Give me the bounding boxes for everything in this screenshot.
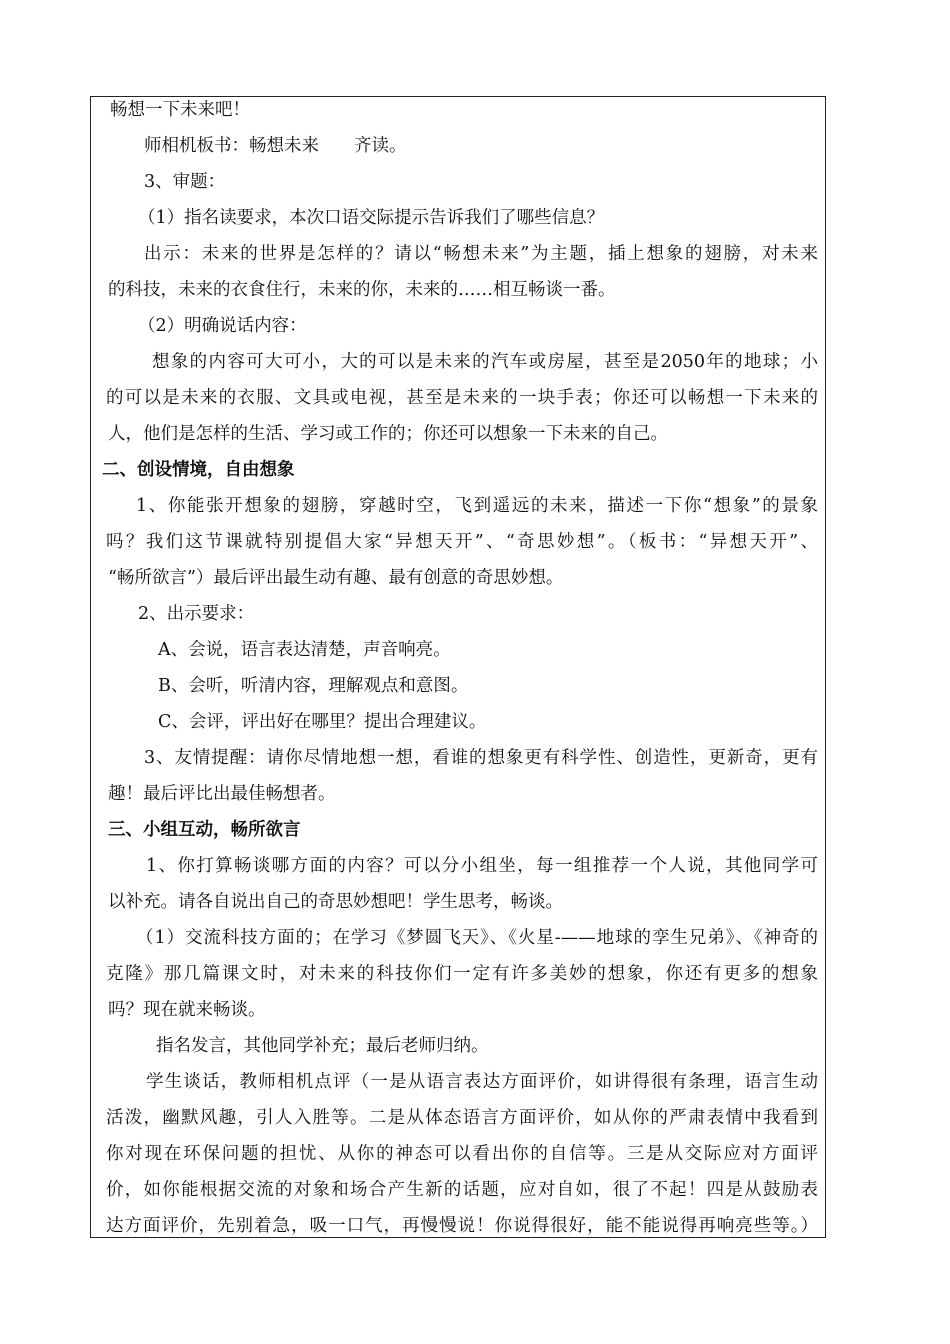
text-line: 的科技，未来的衣食住行，未来的你，未来的……相互畅谈一番。 [108, 280, 616, 300]
text-line: 人，他们是怎样的生活、学习或工作的；你还可以想象一下未来的自己。 [108, 424, 668, 444]
table-frame [90, 96, 826, 1238]
text-line: 出示：未来的世界是怎样的？请以“畅想未来”为主题，插上想象的翅膀，对未来 [144, 244, 818, 264]
text-line: 价，如你能根据交流的对象和场合产生新的话题，应对自如，很了不起！四是从鼓励表 [106, 1180, 818, 1200]
text-line: 活泼，幽默风趣，引人入胜等。二是从体态语言方面评价，如从你的严肃表情中我看到 [106, 1108, 818, 1128]
text-line: B、会听，听清内容，理解观点和意图。 [158, 676, 469, 696]
text-line: 以补充。请各自说出自己的奇思妙想吧！学生思考，畅谈。 [108, 892, 563, 912]
text-line: A、会说，语言表达清楚，声音响亮。 [158, 640, 451, 660]
text-line: 3、友情提醒：请你尽情地想一想，看谁的想象更有科学性、创造性，更新奇，更有 [144, 748, 818, 768]
text-line: 1、你能张开想象的翅膀，穿越时空，飞到遥远的未来，描述一下你“想象”的景象 [136, 496, 818, 516]
text-line: 指名发言，其他同学补充；最后老师归纳。 [156, 1036, 489, 1056]
text-line: 吗？我们这节课就特别提倡大家“异想天开”、“奇思妙想”。（板书：“异想天开”、 [106, 532, 818, 552]
text-line: 的可以是未来的衣服、文具或电视，甚至是未来的一块手表；你还可以畅想一下未来的 [106, 388, 818, 408]
text-line: 想象的内容可大可小，大的可以是未来的汽车或房屋，甚至是2050年的地球；小 [152, 352, 818, 372]
text-line: 达方面评价，先别着急，吸一口气，再慢慢说！你说得很好，能不能说得再响亮些等。） [106, 1216, 818, 1236]
text-line: 1、你打算畅谈哪方面的内容？可以分小组坐，每一组推荐一个人说，其他同学可 [146, 856, 818, 876]
text-line: 3、审题： [144, 172, 226, 192]
text-line: “畅所欲言”）最后评出最生动有趣、最有创意的奇思妙想。 [108, 568, 564, 588]
text-line: 趣！最后评比出最佳畅想者。 [108, 784, 336, 804]
section-heading: 二、创设情境，自由想象 [102, 460, 295, 480]
text-line: 克隆》那几篇课文时，对未来的科技你们一定有许多美妙的想象，你还有更多的想象 [106, 964, 818, 984]
text-line: 师相机板书：畅想未来 齐读。 [144, 136, 407, 156]
text-line: （1）指名读要求，本次口语交际提示告诉我们了哪些信息？ [138, 208, 605, 228]
section-heading: 三、小组互动，畅所欲言 [108, 820, 301, 840]
text-line: 你对现在环保问题的担忧、从你的神态可以看出你的自信等。三是从交际应对方面评 [106, 1144, 818, 1164]
text-line: 学生谈话，教师相机点评（一是从语言表达方面评价，如讲得很有条理，语言生动 [146, 1072, 818, 1092]
text-line: （2）明确说话内容： [138, 316, 307, 336]
text-line: 畅想一下未来吧！ [110, 100, 250, 120]
text-line: （1）交流科技方面的；在学习《梦圆飞天》、《火星-——地球的孪生兄弟》、《神奇的 [136, 928, 818, 948]
text-line: 2、出示要求： [138, 604, 255, 624]
text-line: 吗？现在就来畅谈。 [108, 1000, 266, 1020]
text-line: C、会评，评出好在哪里？提出合理建议。 [158, 712, 487, 732]
